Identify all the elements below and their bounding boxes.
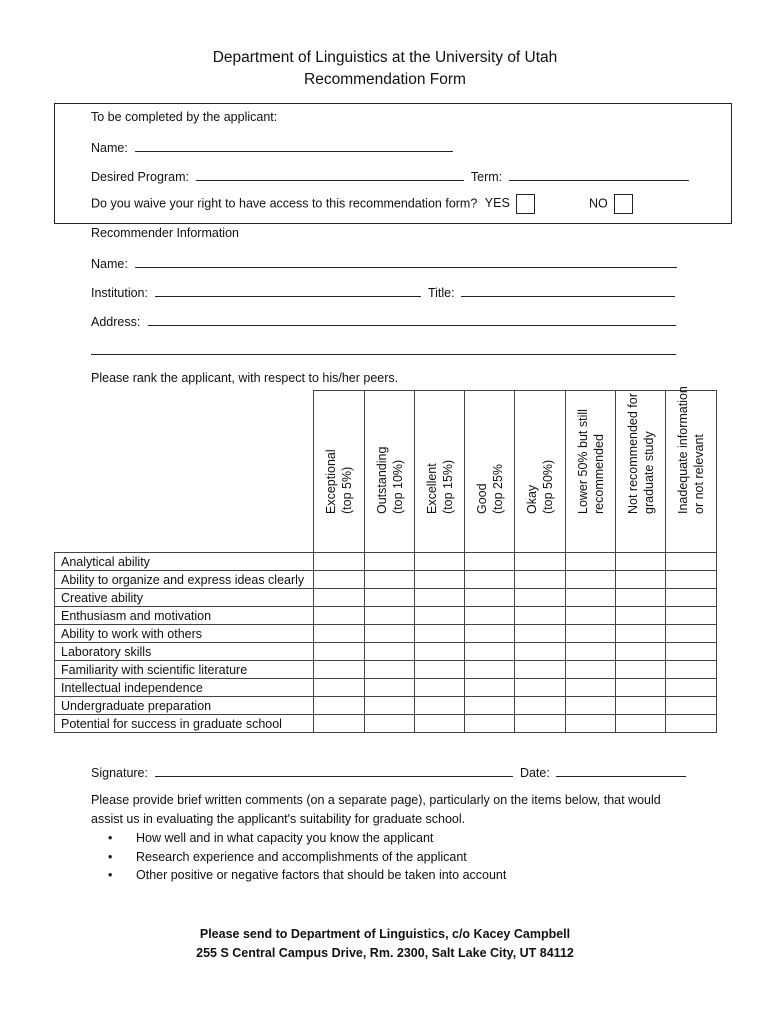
rating-cell[interactable]: [616, 643, 666, 661]
row-label: Ability to organize and express ideas clearly: [55, 571, 314, 589]
rating-cell[interactable]: [566, 643, 616, 661]
footer-line1: Please send to Department of Linguistics, c/o Kacey Campbell: [199, 927, 571, 941]
rating-cell[interactable]: [465, 607, 515, 625]
rating-cell[interactable]: [616, 553, 666, 571]
ranking-table-body: [55, 553, 717, 733]
address-row: [91, 313, 676, 329]
table-row: [55, 571, 717, 589]
rating-cell[interactable]: [365, 607, 415, 625]
recommender-name-field[interactable]: [135, 255, 677, 268]
rating-cell[interactable]: [465, 625, 515, 643]
rating-cell[interactable]: [515, 643, 566, 661]
rating-cell[interactable]: [415, 625, 465, 643]
rating-cell[interactable]: [314, 625, 365, 643]
rating-cell[interactable]: [666, 643, 717, 661]
row-label: Analytical ability: [55, 553, 314, 571]
address-field-line1[interactable]: [148, 313, 676, 326]
rating-cell[interactable]: [415, 571, 465, 589]
rating-cell[interactable]: [616, 697, 666, 715]
table-row: [55, 697, 717, 715]
rating-cell[interactable]: [666, 697, 717, 715]
rating-cell[interactable]: [415, 697, 465, 715]
ranking-intro: Please rank the applicant, with respect to his/her peers.: [91, 371, 399, 385]
recommender-heading: Recommender Information: [91, 226, 239, 240]
row-label: Laboratory skills: [55, 643, 314, 661]
date-field[interactable]: [556, 764, 686, 777]
applicant-name-label: Name:: [91, 141, 128, 155]
rating-cell[interactable]: [415, 715, 465, 733]
rating-cell[interactable]: [616, 715, 666, 733]
no-label: NO: [589, 196, 608, 211]
applicant-name-row: [91, 139, 453, 155]
address-label: Address:: [91, 315, 141, 329]
ranking-header-row: [55, 391, 717, 553]
row-label: Familiarity with scientific literature: [55, 661, 314, 679]
rating-cell[interactable]: [566, 661, 616, 679]
list-item: • Other positive or negative factors that should be taken into account: [108, 866, 506, 885]
rating-cell[interactable]: [515, 625, 566, 643]
table-row: [55, 625, 717, 643]
rating-cell[interactable]: [365, 697, 415, 715]
rating-cell[interactable]: [415, 679, 465, 697]
rating-cell[interactable]: [566, 697, 616, 715]
rating-cell[interactable]: [666, 553, 717, 571]
address-line2-row: [91, 342, 676, 358]
rating-cell[interactable]: [515, 715, 566, 733]
rating-cell[interactable]: [666, 625, 717, 643]
waive-row: [91, 194, 535, 214]
rating-cell[interactable]: [365, 661, 415, 679]
yes-label: YES: [484, 196, 510, 211]
rating-cell[interactable]: [314, 661, 365, 679]
rating-cell[interactable]: [365, 625, 415, 643]
table-row: [55, 679, 717, 697]
rating-cell[interactable]: [314, 571, 365, 589]
rating-cell[interactable]: [515, 571, 566, 589]
rating-cell[interactable]: [365, 715, 415, 733]
waive-question: Do you waive your right to have access to this recommendation form?: [91, 196, 478, 211]
institution-field[interactable]: [155, 284, 421, 297]
rating-cell[interactable]: [566, 553, 616, 571]
rating-cell[interactable]: [566, 571, 616, 589]
rating-cell[interactable]: [415, 607, 465, 625]
recommender-name-label: Name:: [91, 257, 128, 271]
rating-cell[interactable]: [616, 661, 666, 679]
table-row: [55, 661, 717, 679]
column-header-okay: Okay (top 50%): [515, 391, 566, 553]
rating-cell[interactable]: [666, 607, 717, 625]
rating-cell[interactable]: [314, 715, 365, 733]
rating-cell[interactable]: [415, 661, 465, 679]
table-row: [55, 607, 717, 625]
rating-cell[interactable]: [415, 553, 465, 571]
ranking-table: [54, 386, 717, 733]
comments-intro-line2: assist us in evaluating the applicant's suitability for graduate school.: [91, 812, 466, 826]
rating-cell[interactable]: [365, 571, 415, 589]
rating-cell[interactable]: [314, 643, 365, 661]
institution-row: [91, 284, 675, 300]
rating-cell[interactable]: [465, 589, 515, 607]
signature-field[interactable]: [155, 764, 513, 777]
table-row: [55, 715, 717, 733]
recommender-name-row: [91, 255, 677, 271]
rating-cell[interactable]: [666, 715, 717, 733]
rating-cell[interactable]: [515, 607, 566, 625]
signature-row: [91, 764, 686, 780]
rating-cell[interactable]: [616, 607, 666, 625]
comments-bullet-list: [108, 829, 506, 885]
rating-cell[interactable]: [666, 661, 717, 679]
rating-cell[interactable]: [566, 607, 616, 625]
row-label: Undergraduate preparation: [55, 697, 314, 715]
rating-cell[interactable]: [314, 553, 365, 571]
list-item: • Research experience and accomplishments of the applicant: [108, 848, 506, 867]
signature-label: Signature:: [91, 766, 148, 780]
rating-cell[interactable]: [314, 589, 365, 607]
rating-cell[interactable]: [365, 679, 415, 697]
rating-cell[interactable]: [515, 697, 566, 715]
column-header-exceptional: Exceptional (top 5%): [314, 391, 365, 553]
rating-cell[interactable]: [314, 697, 365, 715]
rating-cell[interactable]: [566, 679, 616, 697]
date-label: Date:: [519, 766, 550, 780]
rating-cell[interactable]: [465, 697, 515, 715]
list-item: • How well and in what capacity you know the applicant: [108, 829, 506, 848]
rating-cell[interactable]: [515, 679, 566, 697]
applicant-name-field[interactable]: [135, 139, 453, 152]
rating-cell[interactable]: [515, 589, 566, 607]
rating-cell[interactable]: [616, 625, 666, 643]
row-label: Potential for success in graduate school: [55, 715, 314, 733]
institution-label: Institution:: [91, 286, 148, 300]
column-header-excellent: Excellent (top 15%): [415, 391, 465, 553]
rating-cell[interactable]: [314, 679, 365, 697]
no-checkbox[interactable]: [614, 194, 633, 214]
yes-checkbox[interactable]: [516, 194, 535, 214]
table-row: [55, 643, 717, 661]
rating-cell[interactable]: [666, 571, 717, 589]
column-header-inadequate-info: Inadequate information or not relevant: [666, 391, 717, 553]
applicant-program-row: [91, 168, 689, 184]
column-header-not-recommended: Not recommended for graduate study: [616, 391, 666, 553]
rating-cell[interactable]: [465, 553, 515, 571]
rating-cell[interactable]: [415, 589, 465, 607]
table-row: [55, 589, 717, 607]
rating-cell[interactable]: [465, 643, 515, 661]
rating-cell[interactable]: [616, 589, 666, 607]
rating-cell[interactable]: [365, 589, 415, 607]
rating-cell[interactable]: [365, 643, 415, 661]
rating-cell[interactable]: [616, 571, 666, 589]
recommender-title-field[interactable]: [461, 284, 675, 297]
header-blank-cell: [55, 391, 314, 553]
rating-cell[interactable]: [566, 715, 616, 733]
row-label: Ability to work with others: [55, 625, 314, 643]
rating-cell[interactable]: [365, 553, 415, 571]
rating-cell[interactable]: [515, 553, 566, 571]
term-label: Term:: [470, 170, 503, 184]
rating-cell[interactable]: [465, 715, 515, 733]
rating-cell[interactable]: [465, 571, 515, 589]
address-field-line2[interactable]: [91, 342, 676, 355]
form-title: Department of Linguistics at the University of Utah: [212, 49, 558, 66]
column-header-good: Good (top 25%: [465, 391, 515, 553]
applicant-heading: To be completed by the applicant:: [91, 110, 278, 124]
rating-cell[interactable]: [465, 679, 515, 697]
rating-cell[interactable]: [515, 661, 566, 679]
desired-program-field[interactable]: [196, 168, 464, 181]
row-label: Intellectual independence: [55, 679, 314, 697]
row-label: Creative ability: [55, 589, 314, 607]
term-field[interactable]: [509, 168, 689, 181]
table-row: [55, 553, 717, 571]
row-label: Enthusiasm and motivation: [55, 607, 314, 625]
comments-intro-line1: Please provide brief written comments (on a separate page), particularly on the items below, that would: [91, 793, 661, 807]
no-option: [589, 194, 633, 214]
rating-cell[interactable]: [666, 679, 717, 697]
rating-cell[interactable]: [666, 589, 717, 607]
rating-cell[interactable]: [314, 607, 365, 625]
recommender-title-label: Title:: [427, 286, 455, 300]
rating-cell[interactable]: [465, 661, 515, 679]
rating-cell[interactable]: [566, 589, 616, 607]
column-header-lower-50: Lower 50% but still recommended: [566, 391, 616, 553]
column-header-outstanding: Outstanding (top 10%): [365, 391, 415, 553]
rating-cell[interactable]: [566, 625, 616, 643]
rating-cell[interactable]: [616, 679, 666, 697]
footer-line2: 255 S Central Campus Drive, Rm. 2300, Salt Lake City, UT 84112: [196, 946, 574, 960]
desired-program-label: Desired Program:: [91, 170, 189, 184]
form-subtitle: Recommendation Form: [304, 71, 466, 88]
rating-cell[interactable]: [415, 643, 465, 661]
